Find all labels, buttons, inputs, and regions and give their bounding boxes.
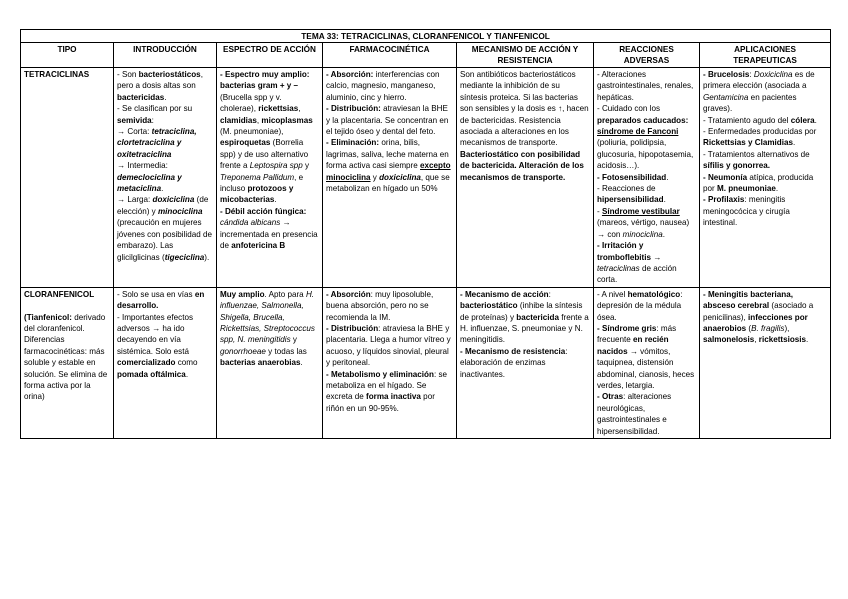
cell-paragraph: - Débil acción fúngica: cándida albicans → incrementada en presencia de anfotericina B — [220, 206, 318, 251]
cell-paragraph: - Absorción: muy liposoluble, buena absorción, pero no se recomienda la IM. — [326, 289, 434, 322]
cell-paragraph: - Tratamiento agudo del cólera. — [703, 115, 817, 125]
cell-paragraph: - A nivel hematológico: depresión de la médula ósea. — [597, 289, 683, 322]
cell-introduccion — [114, 68, 217, 288]
cell-introduccion — [114, 287, 217, 438]
cell-paragraph: - Tratamientos alternativos de sífilis y gonorrea. — [703, 149, 810, 171]
cell-paragraph: - Distribución: atraviesan la BHE y la placentaria. Se concentran en el tejido óseo y dental del feto. — [326, 104, 449, 137]
table-title: TEMA 33: TETRACICLINAS, CLORANFENICOL Y TIANFENICOL — [21, 30, 831, 43]
header-row — [21, 43, 831, 68]
cell-paragraph: Son antibióticos bacteriostáticos mediante la inhibición de su síntesis proteica. Si las bacterias son sensibles y la dosis es ↑, hacen de bactericidas. Resistencia asociada a alteraciones en los mecanismos de transporte. Bacteriostático con posibilidad de bactericida. Alteración de los mecanismos de transporte. — [460, 70, 589, 182]
cell-paragraph: - Síndrome vestibular (mareos, vértigo, nausea) → con minociclina. — [597, 206, 690, 239]
cell-paragraph: - Mecanismo de resistencia: elaboración de enzimas inactivantes. — [460, 346, 568, 379]
title-row — [21, 30, 831, 43]
cell-mecanismo — [457, 68, 594, 288]
cell-paragraph: - Reacciones de hipersensibilidad. — [597, 184, 666, 205]
header-tipo: TIPO — [21, 43, 114, 68]
cell-aplicaciones — [700, 287, 831, 438]
cell-paragraph: → Larga: doxiciclina (de elección) y minociclina (precaución en mujeres jóvenes con posibilidad de embarazo). Las glicilglicinas (tigeciclina). — [117, 195, 212, 262]
header-aplicaciones: APLICACIONES TERAPEUTICAS — [700, 43, 831, 68]
cell-paragraph: - Neumonía atípica, producida por M. pneumoniae. — [703, 172, 814, 194]
cell-tipo — [21, 68, 114, 288]
cell-farmacocinetica — [323, 287, 457, 438]
header-reacciones: REACCIONES ADVERSAS — [594, 43, 700, 68]
header-farmacocinetica: FARMACOCINÉTICA — [323, 43, 457, 68]
cell-paragraph: - Meningitis bacteriana, absceso cerebral (asociado a penicilinas), infecciones por anaerobios (B. fragilis), salmonelosis, rickettsiosis. — [703, 289, 814, 345]
drug-table — [20, 29, 831, 439]
cell-paragraph: CLORANFENICOL — [24, 289, 95, 299]
cell-paragraph: - Importantes efectos adversos → ha ido decayendo en vía sistémica. Solo está comercializado como pomada oftálmica. — [117, 312, 198, 379]
cell-paragraph: - Cuidado con los preparados caducados: síndrome de Fanconi (poliuria, polidipsia, glucosuria, hipopotasemia, acidosis…). — [597, 104, 694, 171]
cell-paragraph: - Se clasifican por su semivida: — [117, 104, 193, 125]
cell-paragraph — [24, 300, 109, 311]
cell-tipo — [21, 287, 114, 438]
cell-reacciones — [594, 287, 700, 438]
cell-paragraph: - Distribución: atraviesa la BHE y placentaria. Llega a humor vítreo y acuoso, y líquidos sinovial, pleural y peritoneal. — [326, 323, 451, 368]
cell-paragraph: - Irritación y tromboflebitis → tetraciclinas de acción corta. — [597, 241, 677, 285]
cell-espectro — [217, 68, 323, 288]
cell-paragraph: - Metabolismo y eliminación: se metaboliza en el hígado. Se excreta de forma inactiva por riñón en un 90-95%. — [326, 369, 447, 413]
cell-farmacocinetica — [323, 68, 457, 288]
cell-paragraph: - Síndrome gris: más frecuente en recién nacidos → vómitos, taquipnea, distensión abdominal, cianosis, heces verdes, letargia. — [597, 323, 695, 390]
cell-paragraph: - Enfermedades producidas por Rickettsias y Clamidias. — [703, 127, 817, 148]
cell-paragraph: - Alteraciones gastrointestinales, renales, hepáticas. — [597, 70, 694, 102]
row-cloranfenicol — [21, 287, 831, 438]
header-mecanismo: MECANISMO DE ACCIÓN Y RESISTENCIA — [457, 43, 594, 68]
cell-espectro — [217, 287, 323, 438]
cell-mecanismo — [457, 287, 594, 438]
cell-paragraph: - Son bacteriostáticos, pero a dosis altas son bactericidas. — [117, 70, 203, 102]
cell-paragraph: - Absorción: interferencias con calcio, magnesio, manganeso, aluminio, cinc y hierro. — [326, 70, 440, 102]
header-espectro: ESPECTRO DE ACCIÓN — [217, 43, 323, 68]
cell-paragraph: - Eliminación: orina, bilis, lagrimas, saliva, leche materna en forma activa casi siempre excepto minociclina y doxiciclina, que se metabolizan en hígado un 50% — [326, 138, 451, 194]
header-introduccion: INTRODUCCIÓN — [114, 43, 217, 68]
cell-paragraph: - Espectro muy amplio: bacterias gram + y – (Brucella spp y v. cholerae), rickettsias, clamidias, micoplasmas (M. pneumoniae), espiroquetas (Borrelia spp) y de uso alternativo frente a Leptospira spp y Treponema Pallidum, e incluso protozoos y micobacterias. — [220, 70, 313, 205]
cell-aplicaciones — [700, 68, 831, 288]
cell-paragraph: → Intermedia: demeclociclina y metaciclina. — [117, 161, 182, 194]
cell-paragraph: → Corta: tetraciclina, clortetraciclina y oxitetraciclina — [117, 127, 197, 159]
cell-paragraph: - Fotosensibilidad. — [597, 172, 669, 182]
row-tetraciclinas — [21, 68, 831, 288]
cell-paragraph: - Brucelosis: Doxiciclina es de primera elección (asociada a Gentamicina en pacientes graves). — [703, 70, 815, 114]
cell-paragraph: Muy amplio. Apto para H. influenzae, Salmonella, Shigella, Brucella, Rickettsias, Streptococcus spp, N. meningitidis y gonorrhoeae y todas las bacterias anaerobias. — [220, 289, 315, 368]
cell-reacciones — [594, 68, 700, 288]
cell-paragraph: TETRACICLINAS — [24, 70, 90, 79]
cell-paragraph: - Profilaxis: meningitis meningocócica y cirugía intestinal. — [703, 195, 790, 228]
cell-paragraph: - Solo se usa en vías en desarrollo. — [117, 289, 205, 311]
cell-paragraph: - Mecanismo de acción: bacteriostático (inhibe la síntesis de proteínas) y bactericida frente a H. influenzae, S. pneumoniae y N. meningitidis. — [460, 289, 589, 345]
cell-paragraph: (Tianfenicol: derivado del cloranfenicol. Diferencias farmacocinéticas: más soluble y estable en solución. Se elimina de forma activa por la orina) — [24, 312, 108, 402]
cell-paragraph: - Otras: alteraciones neurológicas, gastrointestinales e hipersensibilidad. — [597, 392, 672, 436]
